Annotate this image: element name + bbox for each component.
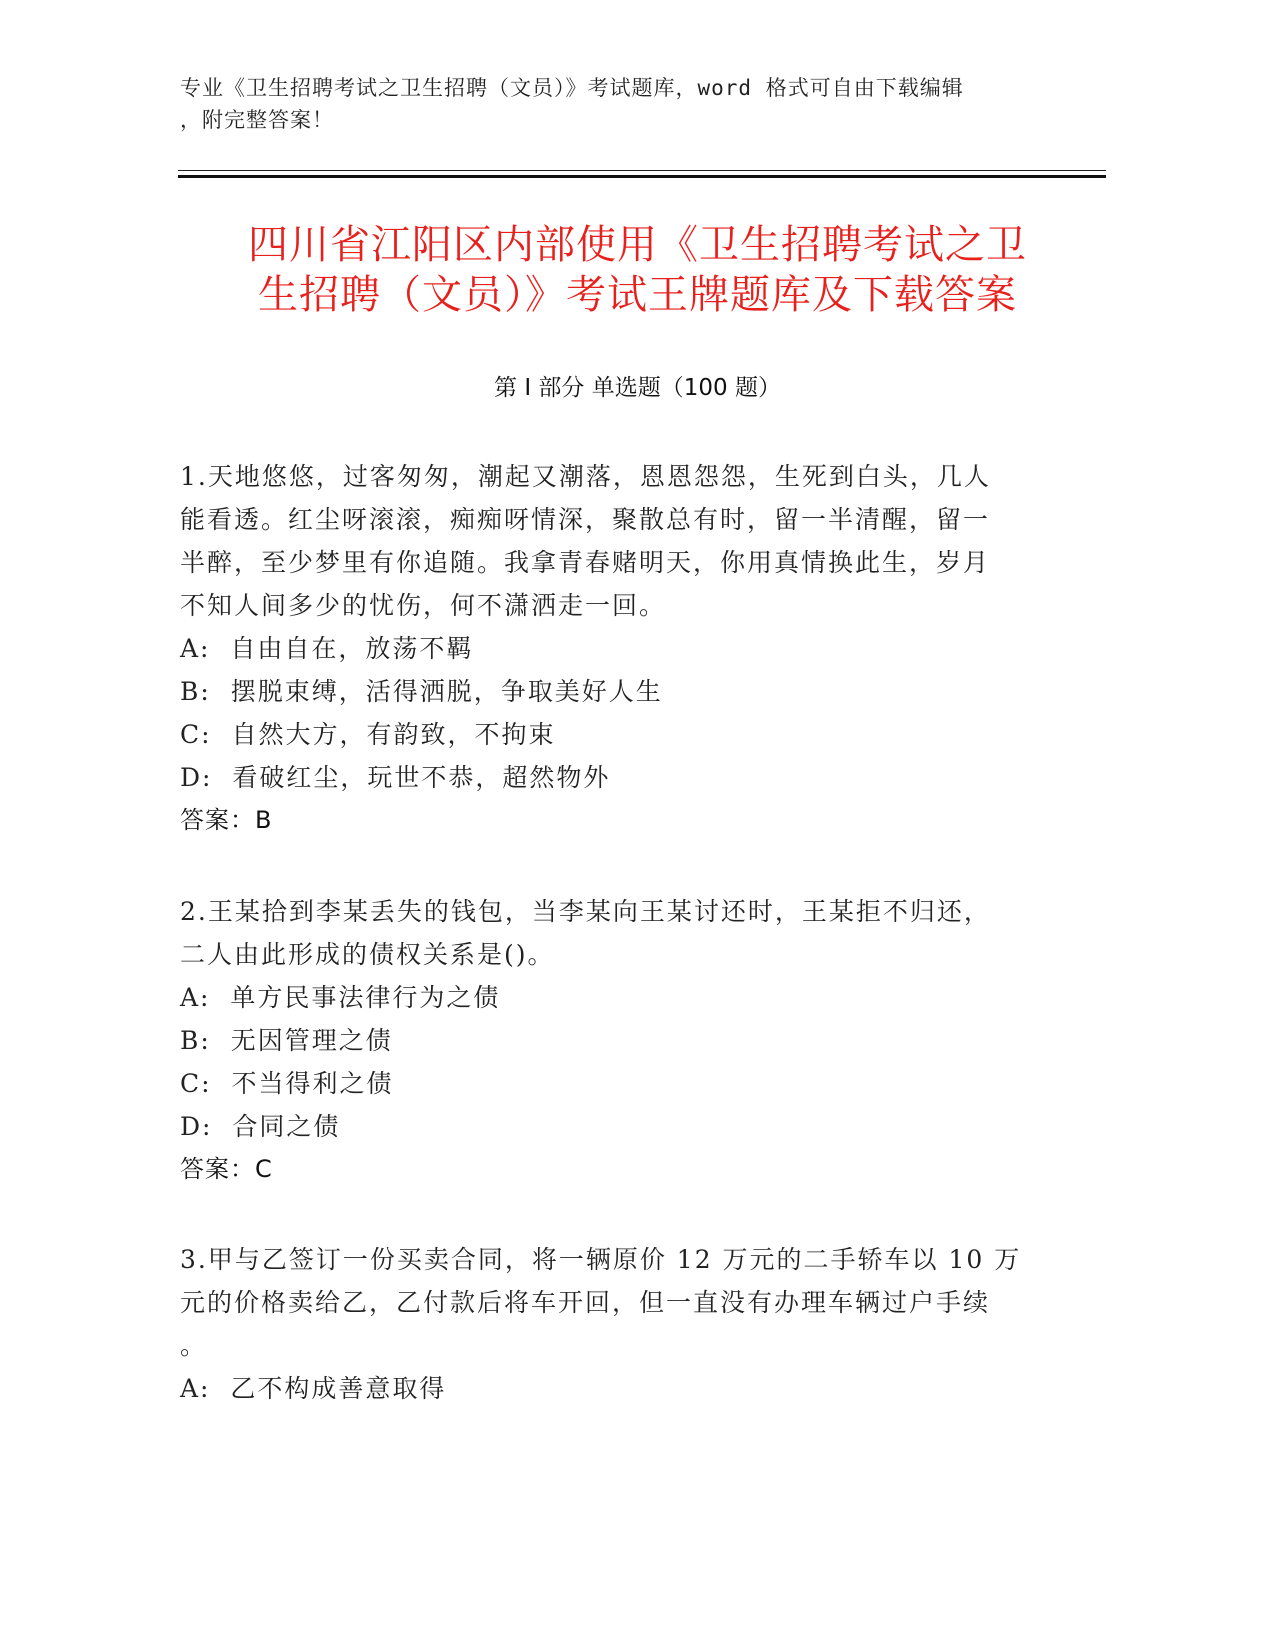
question-stem: 2.王某拾到李某丢失的钱包，当李某向王某讨还时，王某拒不归还， 二人由此形成的债权关系是()。: [180, 897, 991, 969]
section-heading: 第 I 部分 单选题（100 题）: [494, 375, 781, 401]
question-2: [180, 890, 1030, 1191]
option-a: A: 自由自在，放荡不羁: [180, 634, 474, 663]
header-note: 专业《卫生招聘考试之卫生招聘（文员）》考试题库，word 格式可自由下载编辑 ，附完整答案！: [180, 76, 964, 132]
header-divider-thick: [178, 175, 1106, 178]
document-title-line-2: 生招聘（文员）》考试王牌题库及下载答案: [258, 272, 1017, 318]
option-b: B: 摆脱束缚，活得洒脱，争取美好人生: [180, 677, 663, 706]
question-3: [180, 1238, 1030, 1410]
document-title-line-1: 四川省江阳区内部使用《卫生招聘考试之卫: [248, 222, 1027, 268]
option-c: C: 自然大方，有韵致，不拘束: [180, 720, 556, 749]
option-d: D: 看破红尘，玩世不恭，超然物外: [180, 763, 611, 792]
document-title: [100, 220, 1175, 320]
header-divider-thin: [178, 170, 1106, 171]
option-b: B: 无因管理之债: [180, 1026, 393, 1055]
answer-line: 答案：B: [180, 806, 273, 834]
question-1: [180, 455, 1030, 842]
option-d: D: 合同之债: [180, 1112, 341, 1141]
option-a: A: 单方民事法律行为之债: [180, 983, 501, 1012]
question-stem: 3.甲与乙签订一份买卖合同，将一辆原价 12 万元的二手轿车以 10 万 元的价格卖给乙，乙付款后将车开回，但一直没有办理车辆过户手续 。: [180, 1245, 1022, 1360]
option-c: C: 不当得利之债: [180, 1069, 394, 1098]
option-a: A: 乙不构成善意取得: [180, 1374, 447, 1403]
question-stem: 1.天地悠悠，过客匆匆，潮起又潮落，恩恩怨怨，生死到白头，几人 能看透。红尘呀滚滚，痴痴呀情深，聚散总有时，留一半清醒，留一 半醉，至少梦里有你追随。我拿青春赌明天，你用真情换此生，岁月 不知人间多少的忧伤，何不潇洒走一回。: [180, 462, 991, 620]
answer-line: 答案：C: [180, 1155, 273, 1183]
